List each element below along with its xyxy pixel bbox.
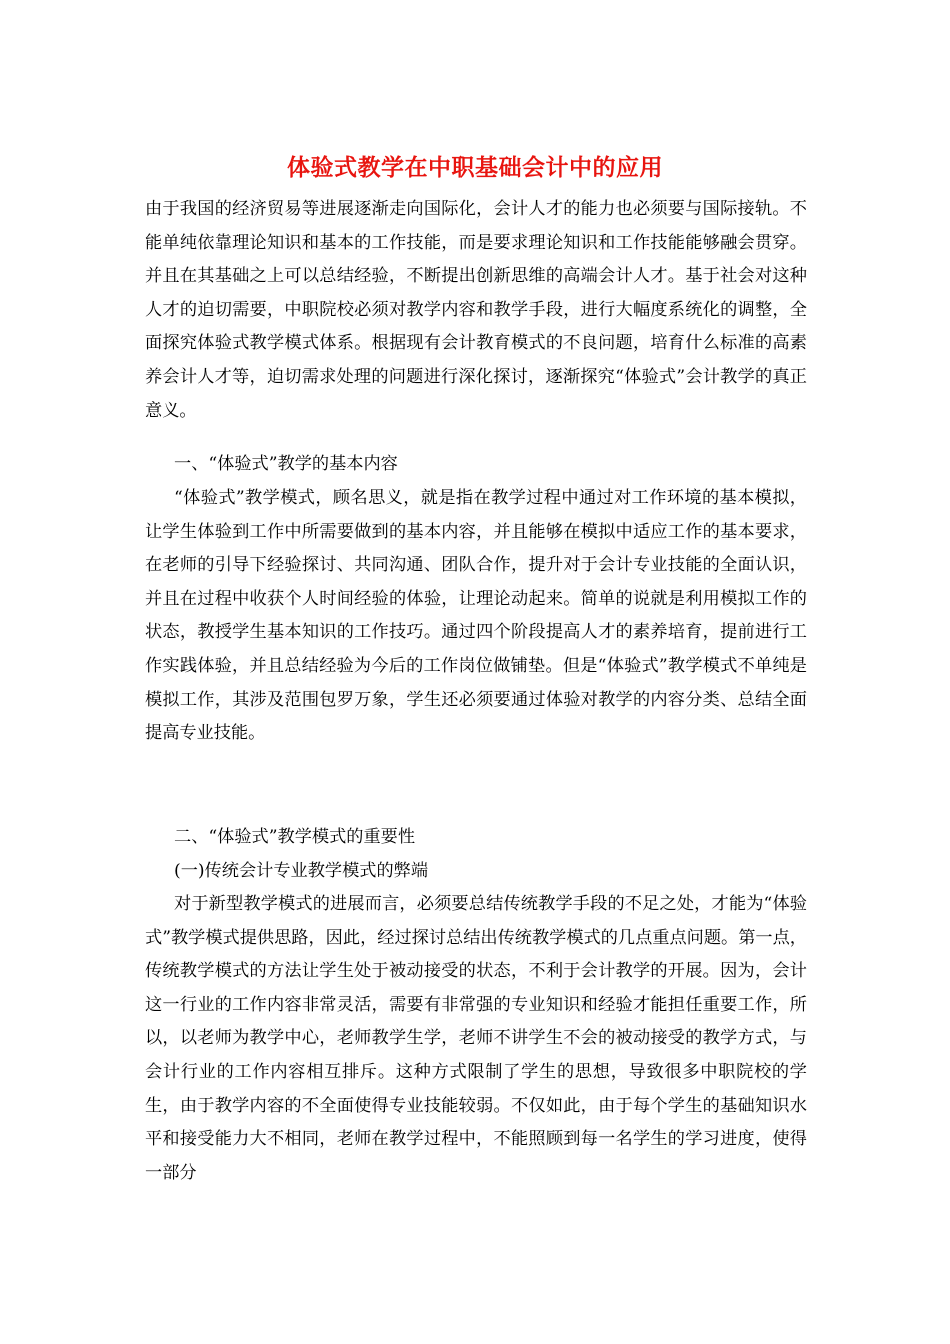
subsection-heading-1: (一)传统会计专业教学模式的弊端 bbox=[174, 861, 429, 881]
section-heading-2: 二、“体验式”教学模式的重要性 bbox=[174, 827, 416, 847]
section-heading-1: 一、“体验式”教学的基本内容 bbox=[174, 454, 398, 474]
paragraph-intro: 由于我国的经济贸易等进展逐渐走向国际化，会计人才的能力也必须要与国际接轨。不能单纯依靠理论知识和基本的工作技能，而是要求理论知识和工作技能能够融会贯穿。并且在其基础之上可以总结经验，不断提出创新思维的高端会计人才。基于社会对这种人才的迫切需要，中职院校必须对教学内容和教学手段，进行大幅度系统化的调整，全面探究体验式教学模式体系。根据现有会计教育模式的不良问题，培育什么标准的高素养会计人才等，迫切需求处理的问题进行深化探讨，逐渐探究“体验式”会计教学的真正意义。 bbox=[145, 199, 807, 421]
paragraph-subsection-1: 对于新型教学模式的进展而言，必须要总结传统教学手段的不足之处，才能为“体验式”教学模式提供思路，因此，经过探讨总结出传统教学模式的几点重点问题。第一点，传统教学模式的方法让学生处于被动接受的状态，不利于会计教学的开展。因为，会计这一行业的工作内容非常灵活，需要有非常强的专业知识和经验才能担任重要工作，所以，以老师为教学中心，老师教学生学，老师不讲学生不会的被动接受的教学方式，与会计行业的工作内容相互排斥。这种方式限制了学生的思想，导致很多中职院校的学生，由于教学内容的不全面使得专业技能较弱。不仅如此，由于每个学生的基础知识水平和接受能力大不相同，老师在教学过程中，不能照顾到每一名学生的学习进度，使得一部分 bbox=[145, 894, 807, 1183]
document-title: 体验式教学在中职基础会计中的应用 bbox=[287, 154, 663, 181]
paragraph-section-1: “体验式”教学模式，顾名思义，就是指在教学过程中通过对工作环境的基本模拟，让学生体验到工作中所需要做到的基本内容，并且能够在模拟中适应工作的基本要求，在老师的引导下经验探讨、共同沟通、团队合作，提升对于会计专业技能的全面认识，并且在过程中收获个人时间经验的体验，让理论动起来。简单的说就是利用模拟工作的状态，教授学生基本知识的工作技巧。通过四个阶段提高人才的素养培育，提前进行工作实践体验，并且总结经验为今后的工作岗位做铺垫。但是“体验式”教学模式不单纯是模拟工作，其涉及范围包罗万象，学生还必须要通过体验对教学的内容分类、总结全面提高专业技能。 bbox=[145, 488, 807, 744]
